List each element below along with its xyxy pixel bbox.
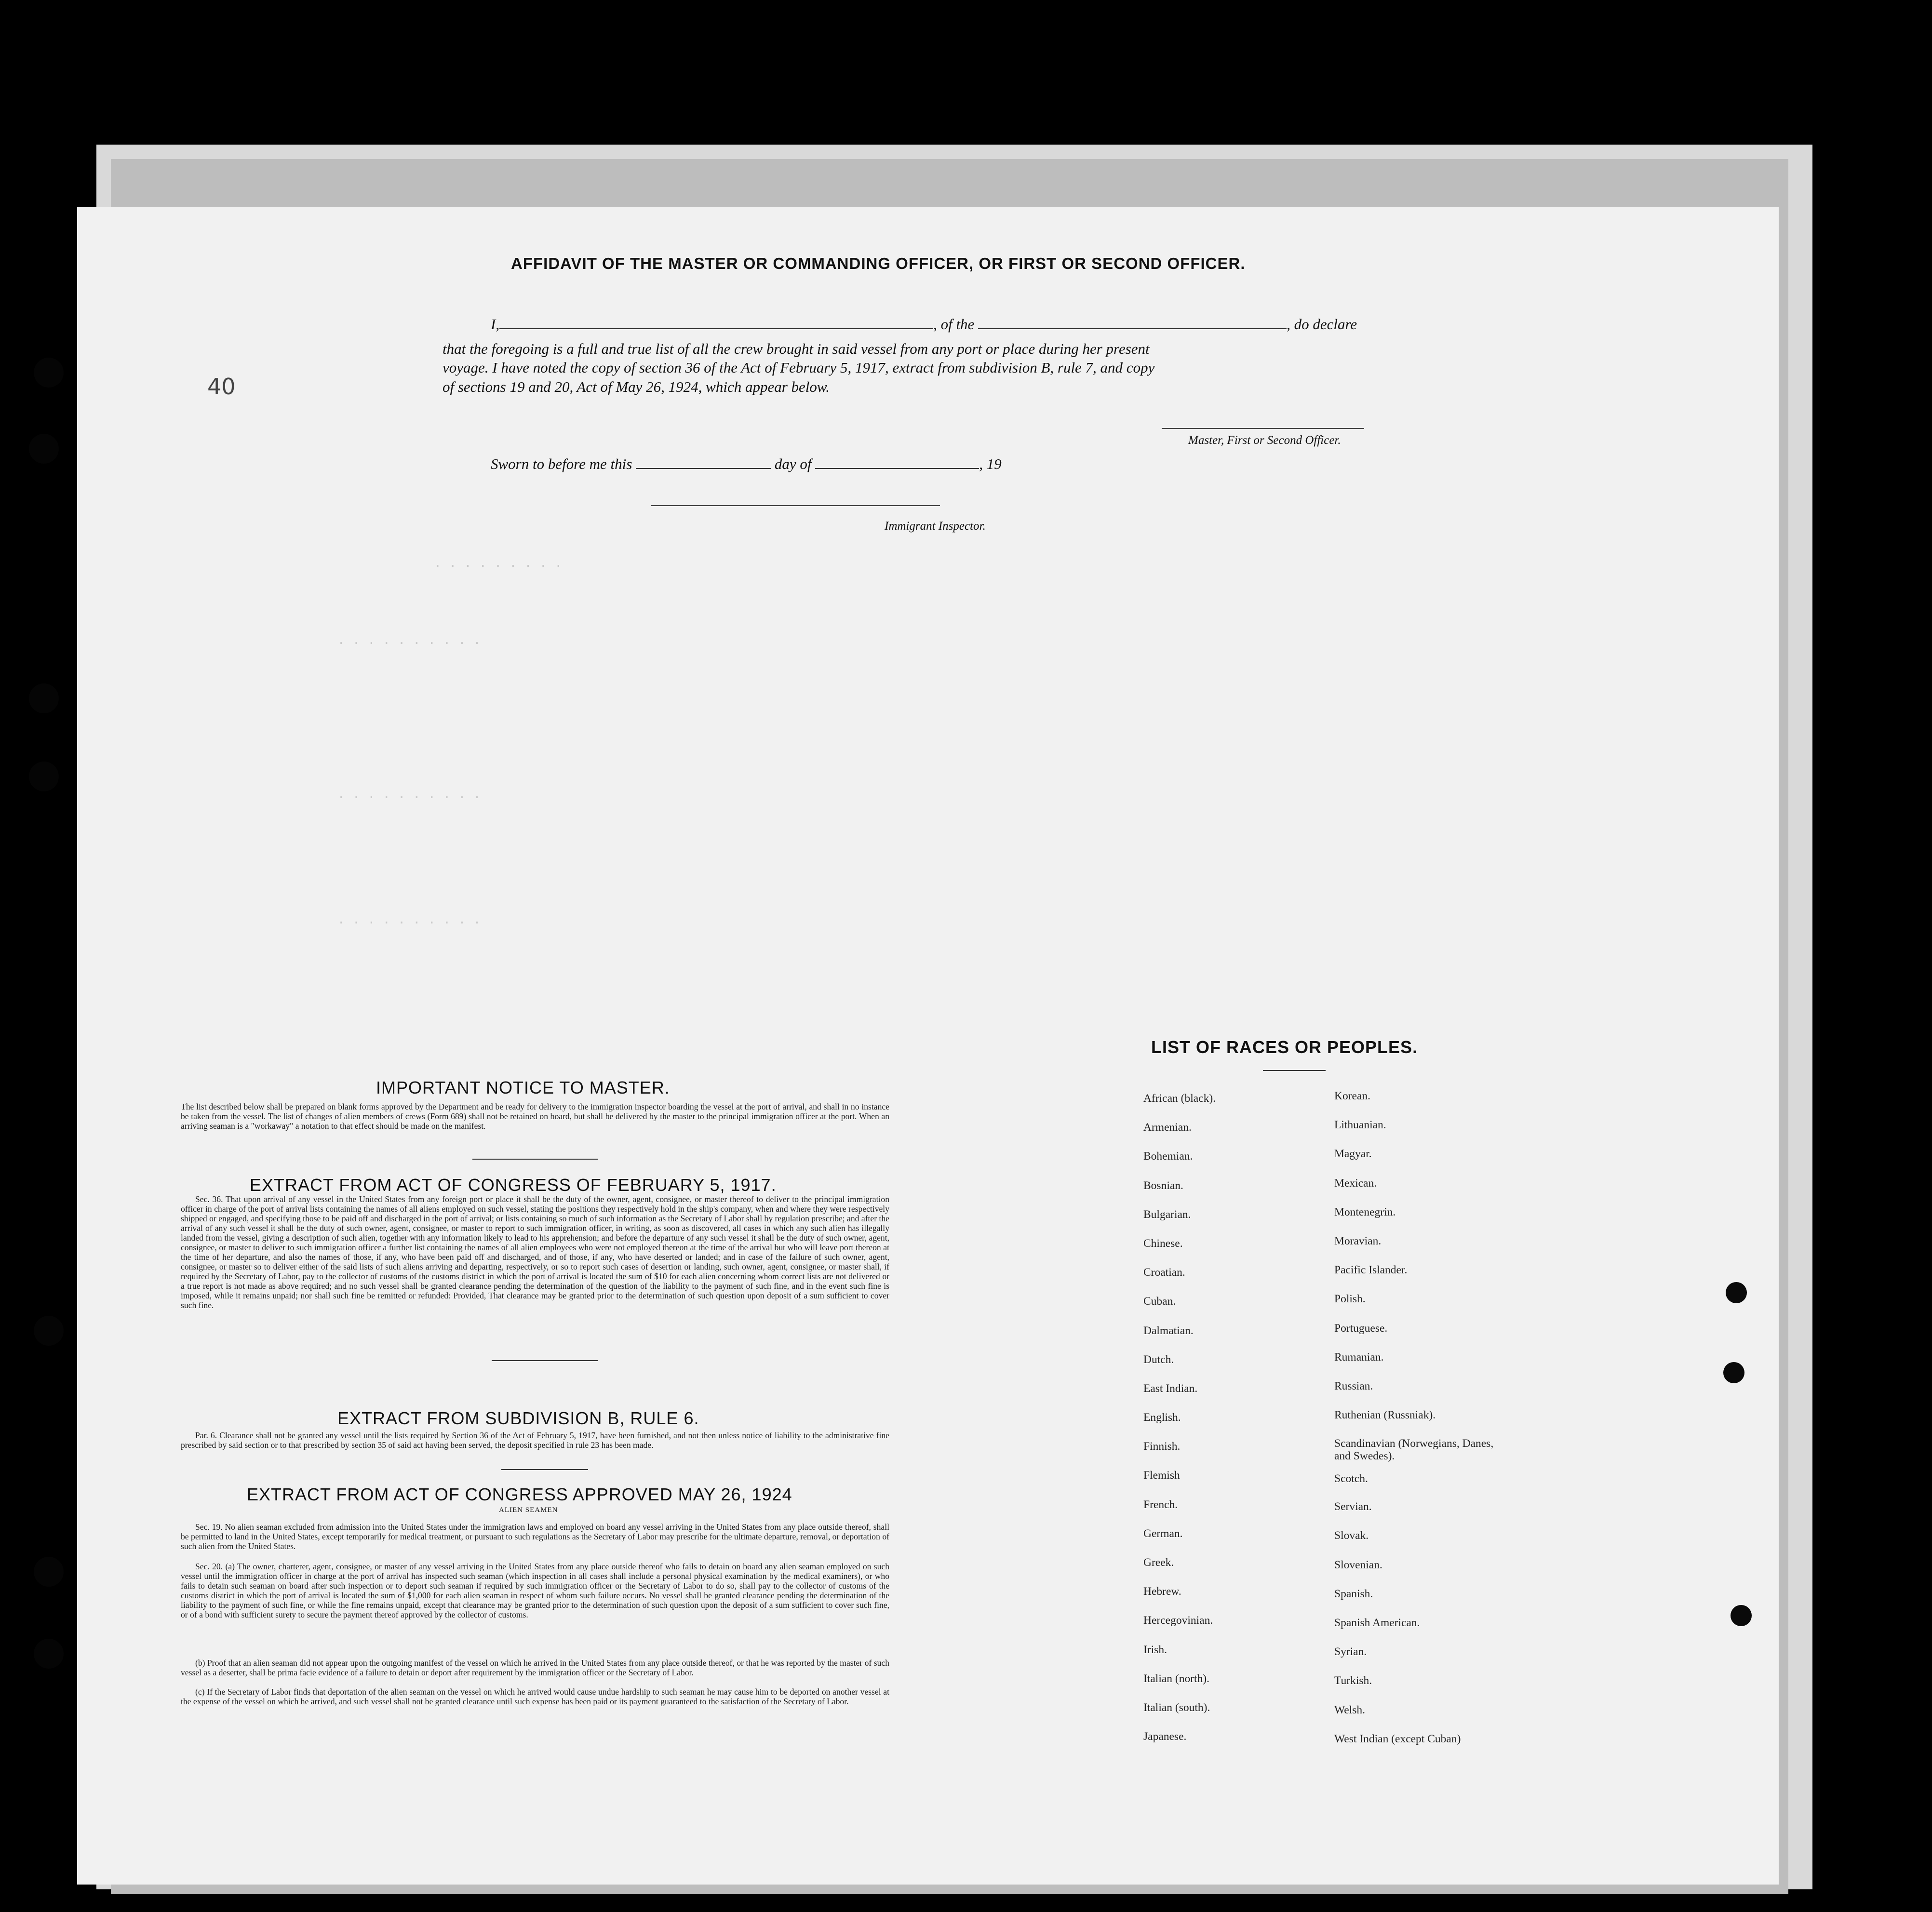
race-item: Bohemian. — [1143, 1150, 1193, 1163]
race-item: Bulgarian. — [1143, 1208, 1191, 1221]
name-blank[interactable] — [499, 328, 933, 329]
affidavit-do-declare: , do declare — [1287, 316, 1357, 333]
affidavit-of-the: , of the — [933, 316, 975, 333]
sworn-day-blank[interactable] — [636, 468, 771, 469]
races-title: LIST OF RACES OR PEOPLES. — [1151, 1037, 1418, 1057]
affidavit-i: I, — [491, 316, 500, 333]
inspector-signature-caption: Immigrant Inspector. — [885, 520, 986, 533]
master-signature-line[interactable] — [1162, 428, 1364, 429]
race-item: Hebrew. — [1143, 1585, 1181, 1598]
race-item: Italian (north). — [1143, 1672, 1210, 1685]
sworn-year: , 19 — [979, 455, 1002, 472]
affidavit-text-line: voyage. I have noted the copy of section 36 of the Act of February 5, 1917, extract from subdivision B, rule 7, and copy — [443, 359, 1155, 376]
divider — [472, 1159, 598, 1160]
extract-1917-body: Sec. 36. That upon arrival of any vessel in the United States from any foreign port or place it shall be the duty of the owner, agent, consignee, or master thereof to deliver to the principal immigration officer in charge of the port of arrival lists containing the names of all aliens employed on such vessel, stating the positions they respectively hold in the ship's company, when and where they were respectively shipped or engaged, and specifying those to be paid off and discharged in the port of arrival; or lists containing so much of such information as the Secretary of Labor shall by regulation prescribe; and after the arrival of any such vessel it shall be the duty of such owner, agent, consignee, or master to report to such immigration officer, in writing, as soon as discovered, all cases in which any such alien has illegally landed from the vessel, giving a description of such alien, together with any information likely to lead to his apprehension; and before the departure of any such vessel it shall be the duty of such owner, agent, consignee, or master to deliver to such immigration officer a further list containing the names of all alien employees who were not employed thereon at the time of the arrival but who will leave port thereon at the time of her departure, and also the names of those, if any, who have been paid off and discharged, and of those, if any, who have deserted or landed; and in case of the failure of such owner, agent, consignee, or master so to deliver either of the said lists of such aliens arriving and departing, respectively, or so to report such cases of desertion or landing, such owner, agent, consignee, or master shall, if required by the Secretary of Labor, pay to the collector of customs of the customs district in which the port of arrival is located the sum of $10 for each alien concerning whom correct lists are not delivered or a true report is not made as above required; and no such vessel shall be granted clearance pending the determination of the question of the liability to the payment of such fine, and in the event such fine is imposed, while it remains unpaid; nor shall such fine be remitted or refunded: Provided, That clearance may be granted prior to the determination of such question upon deposit of a sum sufficient to cover such fine. — [181, 1194, 889, 1310]
race-item: Hercegovinian. — [1143, 1614, 1213, 1627]
race-item: Moravian. — [1334, 1234, 1382, 1247]
sworn-line — [491, 455, 1002, 473]
race-item: Slovak. — [1334, 1529, 1369, 1542]
races-right-column — [1334, 1089, 1508, 1761]
race-item: West Indian (except Cuban) — [1334, 1732, 1461, 1745]
race-item: East Indian. — [1143, 1382, 1198, 1395]
race-item: Spanish. — [1334, 1587, 1373, 1600]
race-item: Scandinavian (Norwegians, Danes, and Swedes). — [1334, 1437, 1494, 1463]
binder-hole — [29, 683, 59, 713]
race-item: French. — [1143, 1498, 1178, 1511]
extract-rule6-body: Par. 6. Clearance shall not be granted any vessel until the lists required by Section 36 of the Act of February 5, 1917, have been furnished, and not then unless notice of liability to the administrative fine prescribed by said section or to that prescribed by section 35 of said act having been served, the deposit specified in rule 23 has been made. — [181, 1431, 889, 1450]
race-item: Rumanian. — [1334, 1350, 1384, 1364]
inspector-signature-line[interactable] — [651, 505, 940, 506]
race-item: Greek. — [1143, 1556, 1174, 1569]
binder-hole — [29, 762, 59, 791]
extract-1924-title: EXTRACT FROM ACT OF CONGRESS APPROVED MAY 26, 1924 — [247, 1484, 792, 1504]
races-left-column — [1143, 1092, 1355, 1759]
sworn-month-blank[interactable] — [815, 468, 979, 469]
bleed-through-marks: · · · · · · · · · · — [337, 790, 481, 805]
race-item: Flemish — [1143, 1469, 1180, 1482]
binder-hole — [34, 1557, 64, 1587]
race-item: Armenian. — [1143, 1121, 1192, 1134]
race-item: English. — [1143, 1411, 1181, 1424]
race-item: Italian (south). — [1143, 1701, 1210, 1714]
master-signature-caption: Master, First or Second Officer. — [1188, 434, 1341, 447]
race-item: Irish. — [1143, 1643, 1167, 1656]
binder-hole — [34, 1639, 64, 1669]
race-item: Chinese. — [1143, 1237, 1183, 1250]
race-item: Japanese. — [1143, 1730, 1187, 1743]
margin-number: 40 — [207, 374, 236, 400]
binder-hole — [1726, 1282, 1747, 1303]
vessel-blank[interactable] — [978, 328, 1287, 329]
race-item: African (black). — [1143, 1092, 1216, 1105]
affidavit-declaration-line — [491, 316, 1357, 333]
notice-body: The list described below shall be prepared on blank forms approved by the Department and be ready for delivery to the immigration inspector boarding the vessel at the port of arrival, and shall in no instance be taken from the vessel. The list of changes of alien members of crews (Form 689) shall not be retained on board, but shall be delivered by the master to the principal immigration officer at the port. When an arriving seaman is a "workaway" a notation to that effect should be made on the manifest. — [181, 1102, 889, 1131]
extract-1924-sec20b: (b) Proof that an alien seaman did not appear upon the outgoing manifest of the vessel on which he arrived in the United States from any place outside thereof, or that he was reported by the master of such vessel as a deserter, shall be prima facie evidence of a failure to detain or deport after requirement by the immigration officer or the Secretary of Labor. — [181, 1658, 889, 1677]
race-item: Mexican. — [1334, 1177, 1377, 1190]
race-item: Finnish. — [1143, 1440, 1181, 1453]
race-item: German. — [1143, 1527, 1183, 1540]
race-item: Spanish American. — [1334, 1617, 1420, 1629]
race-item: Portuguese. — [1334, 1322, 1388, 1335]
extract-1924-subtitle: ALIEN SEAMEN — [499, 1506, 558, 1514]
binder-hole — [1731, 1605, 1752, 1626]
divider — [1263, 1070, 1326, 1071]
race-item: Lithuanian. — [1334, 1119, 1386, 1132]
divider — [501, 1469, 588, 1470]
race-item: Magyar. — [1334, 1148, 1372, 1161]
race-item: Croatian. — [1143, 1266, 1185, 1279]
race-item: Welsh. — [1334, 1703, 1366, 1716]
race-item: Russian. — [1334, 1379, 1373, 1392]
race-item: Ruthenian (Russniak). — [1334, 1409, 1436, 1422]
bleed-through-marks: · · · · · · · · · · — [337, 916, 481, 930]
notice-title: IMPORTANT NOTICE TO MASTER. — [376, 1078, 670, 1097]
binder-hole — [1723, 1362, 1744, 1383]
affidavit-text-line: of sections 19 and 20, Act of May 26, 1924, which appear below. — [443, 378, 830, 395]
bleed-through-marks: · · · · · · · · · — [434, 559, 563, 574]
extract-1917-title: EXTRACT FROM ACT OF CONGRESS OF FEBRUARY 5, 1917. — [250, 1175, 777, 1195]
race-item: Slovenian. — [1334, 1558, 1382, 1571]
affidavit-text-line: that the foregoing is a full and true list of all the crew brought in said vessel from any port or place during her present — [443, 340, 1150, 357]
binder-hole — [29, 434, 59, 464]
extract-1924-sec19: Sec. 19. No alien seaman excluded from admission into the United States under the immigration laws and employed on board any vessel arriving in the United States from any place outside thereof, shall be permitted to land in the United States, except temporarily for medical treatment, or pursuant to such regulations as the Secretary of Labor may prescribe for the ultimate departure, removal, or deportation of such alien from the United States. — [181, 1522, 889, 1551]
race-item: Scotch. — [1334, 1472, 1368, 1485]
divider — [492, 1360, 598, 1361]
race-item: Korean. — [1334, 1090, 1371, 1102]
affidavit-title: AFFIDAVIT OF THE MASTER OR COMMANDING OFFICER, OR FIRST OR SECOND OFFICER. — [511, 254, 1246, 272]
extract-1924-sec20c: (c) If the Secretary of Labor finds that deportation of the alien seaman on the vessel on which he arrived would cause undue hardship to such seaman he may cause him to be deported on another vessel at the expense of the vessel on which he arrived, and such vessel shall not be granted clearance until such expense has been paid or its payment guaranteed to the satisfaction of the Secretary of Labor. — [181, 1687, 889, 1706]
sworn-day-of: day of — [774, 455, 812, 472]
extract-rule6-title: EXTRACT FROM SUBDIVISION B, RULE 6. — [337, 1408, 699, 1428]
race-item: Servian. — [1334, 1500, 1372, 1513]
binder-hole — [34, 358, 64, 388]
race-item: Polish. — [1334, 1293, 1366, 1306]
sworn-prefix: Sworn to before me this — [491, 455, 632, 472]
extract-1924-sec20a: Sec. 20. (a) The owner, charterer, agent, consignee, or master of any vessel arriving in the United States from any place outside thereof who fails to detain on board any alien seaman employed on such vessel until the immigration officer in charge at the port of arrival has inspected such seaman (which inspection in all cases shall include a personal physical examination by the medical examiners), or who fails to detain such seaman on board after such inspection or to deport such seaman if required by such immigration officer or the Secretary of Labor to do so, shall pay to the collector of customs of the customs district in which the port of arrival is located the sum of $1,000 for each alien seaman in respect of whom such failure occurs. No vessel shall be granted clearance pending the determination of the liability to the payment of such fine, or while the fine remains unpaid, except that clearance may be granted prior to the determination of such question upon the deposit of a sum sufficient to cover such fine, or of a bond with sufficient surety to secure the payment thereof approved by the collector of customs. — [181, 1562, 889, 1619]
race-item: Dalmatian. — [1143, 1324, 1194, 1337]
race-item: Cuban. — [1143, 1295, 1176, 1308]
race-item: Turkish. — [1334, 1674, 1372, 1687]
race-item: Pacific Islander. — [1334, 1264, 1408, 1277]
race-item: Dutch. — [1143, 1353, 1174, 1366]
race-item: Montenegrin. — [1334, 1205, 1396, 1218]
bleed-through-marks: · · · · · · · · · · — [337, 636, 481, 651]
race-item: Syrian. — [1334, 1645, 1367, 1658]
binder-hole — [34, 1316, 64, 1346]
race-item: Bosnian. — [1143, 1179, 1183, 1192]
